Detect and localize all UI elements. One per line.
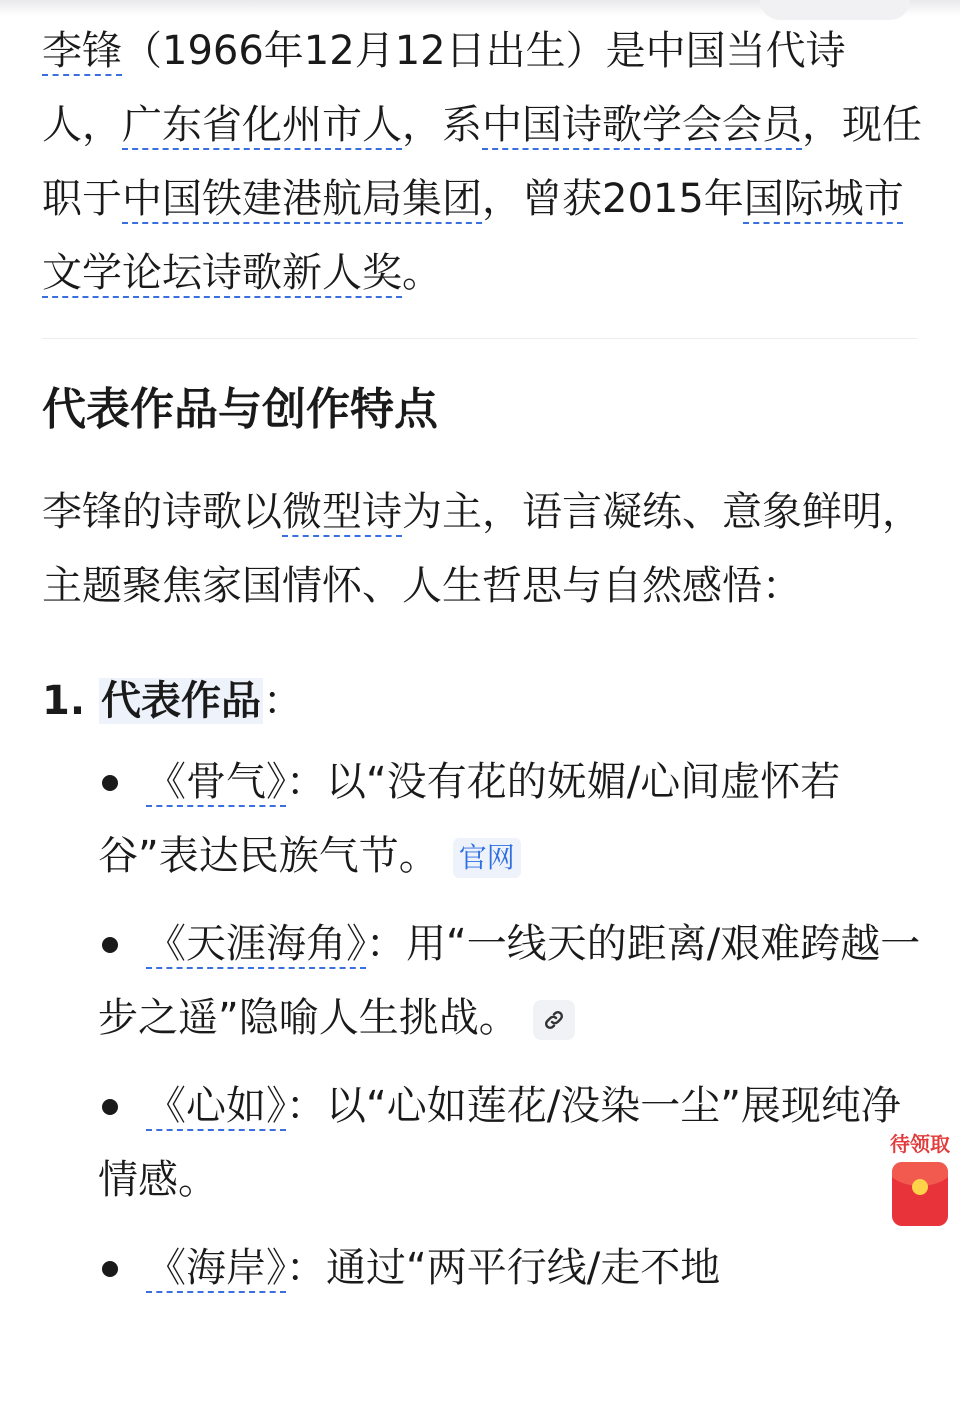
work-title-link[interactable]: 《骨气》 bbox=[146, 759, 286, 805]
list-heading bbox=[42, 623, 922, 731]
section-title: 代表作品与创作特点 bbox=[42, 384, 438, 435]
link-crcc-harbour[interactable]: 中国铁建港航局集团 bbox=[122, 176, 482, 222]
red-envelope-label: 待领取 bbox=[890, 1132, 950, 1156]
link-award[interactable]: 国际城市文学论坛诗歌新人奖 bbox=[42, 176, 904, 296]
list-item bbox=[42, 1231, 922, 1305]
list-heading-text: 代表作品 bbox=[100, 678, 261, 724]
intro-text: 为主，语言凝练、意象鲜明，主题聚焦家国情怀、人生哲思与自然感悟： bbox=[42, 489, 922, 609]
link-li-feng[interactable]: 李锋 bbox=[42, 28, 122, 74]
link-icon[interactable] bbox=[533, 1000, 575, 1040]
list-heading-colon: ： bbox=[262, 678, 303, 724]
intro-text: ，曾获2015年 bbox=[482, 176, 744, 222]
work-title-link[interactable]: 《心如》 bbox=[146, 1083, 286, 1129]
intro-text: （1966年12月12日出生）是中国当代诗人， bbox=[42, 28, 846, 148]
work-description: ：以“心如莲花/没染一尘”展现纯净情感。 bbox=[98, 1083, 901, 1203]
article-content bbox=[42, 0, 922, 1305]
work-title-link[interactable]: 《天涯海角》 bbox=[146, 921, 366, 967]
list-item bbox=[42, 1069, 922, 1217]
work-description: ：通过“两平行线/走不地 bbox=[286, 1245, 721, 1291]
link-poetry-society[interactable]: 中国诗歌学会会员 bbox=[482, 102, 802, 148]
work-description: ：用“一线天的距离/艰难跨越一步之遥”隐喻人生挑战。 bbox=[98, 921, 921, 1041]
bullet-icon bbox=[102, 1261, 118, 1277]
intro-text: 李锋的诗歌以 bbox=[42, 489, 282, 535]
work-title-link[interactable]: 《海岸》 bbox=[146, 1245, 286, 1291]
list-item bbox=[42, 745, 922, 893]
intro-text: 。 bbox=[402, 250, 442, 296]
work-description: ：以“没有花的妩媚/心间虚怀若谷”表达民族气节。 bbox=[98, 759, 841, 879]
bullet-icon bbox=[102, 937, 118, 953]
works-list bbox=[42, 745, 922, 1305]
link-huazhou[interactable]: 广东省化州市人 bbox=[122, 102, 402, 148]
link-micro-poetry[interactable]: 微型诗 bbox=[282, 489, 402, 535]
list-item bbox=[42, 907, 922, 1055]
source-badge[interactable]: 官网 bbox=[453, 838, 521, 878]
intro-paragraph bbox=[42, 0, 922, 310]
red-envelope-icon[interactable] bbox=[892, 1162, 948, 1226]
bullet-icon bbox=[102, 1099, 118, 1115]
intro-text: ，现任职于 bbox=[42, 102, 922, 222]
bullet-icon bbox=[102, 775, 118, 791]
section-intro bbox=[42, 445, 922, 623]
intro-text: ，系 bbox=[402, 102, 482, 148]
red-envelope-widget[interactable] bbox=[884, 1130, 956, 1226]
list-number: 1. bbox=[42, 678, 86, 724]
